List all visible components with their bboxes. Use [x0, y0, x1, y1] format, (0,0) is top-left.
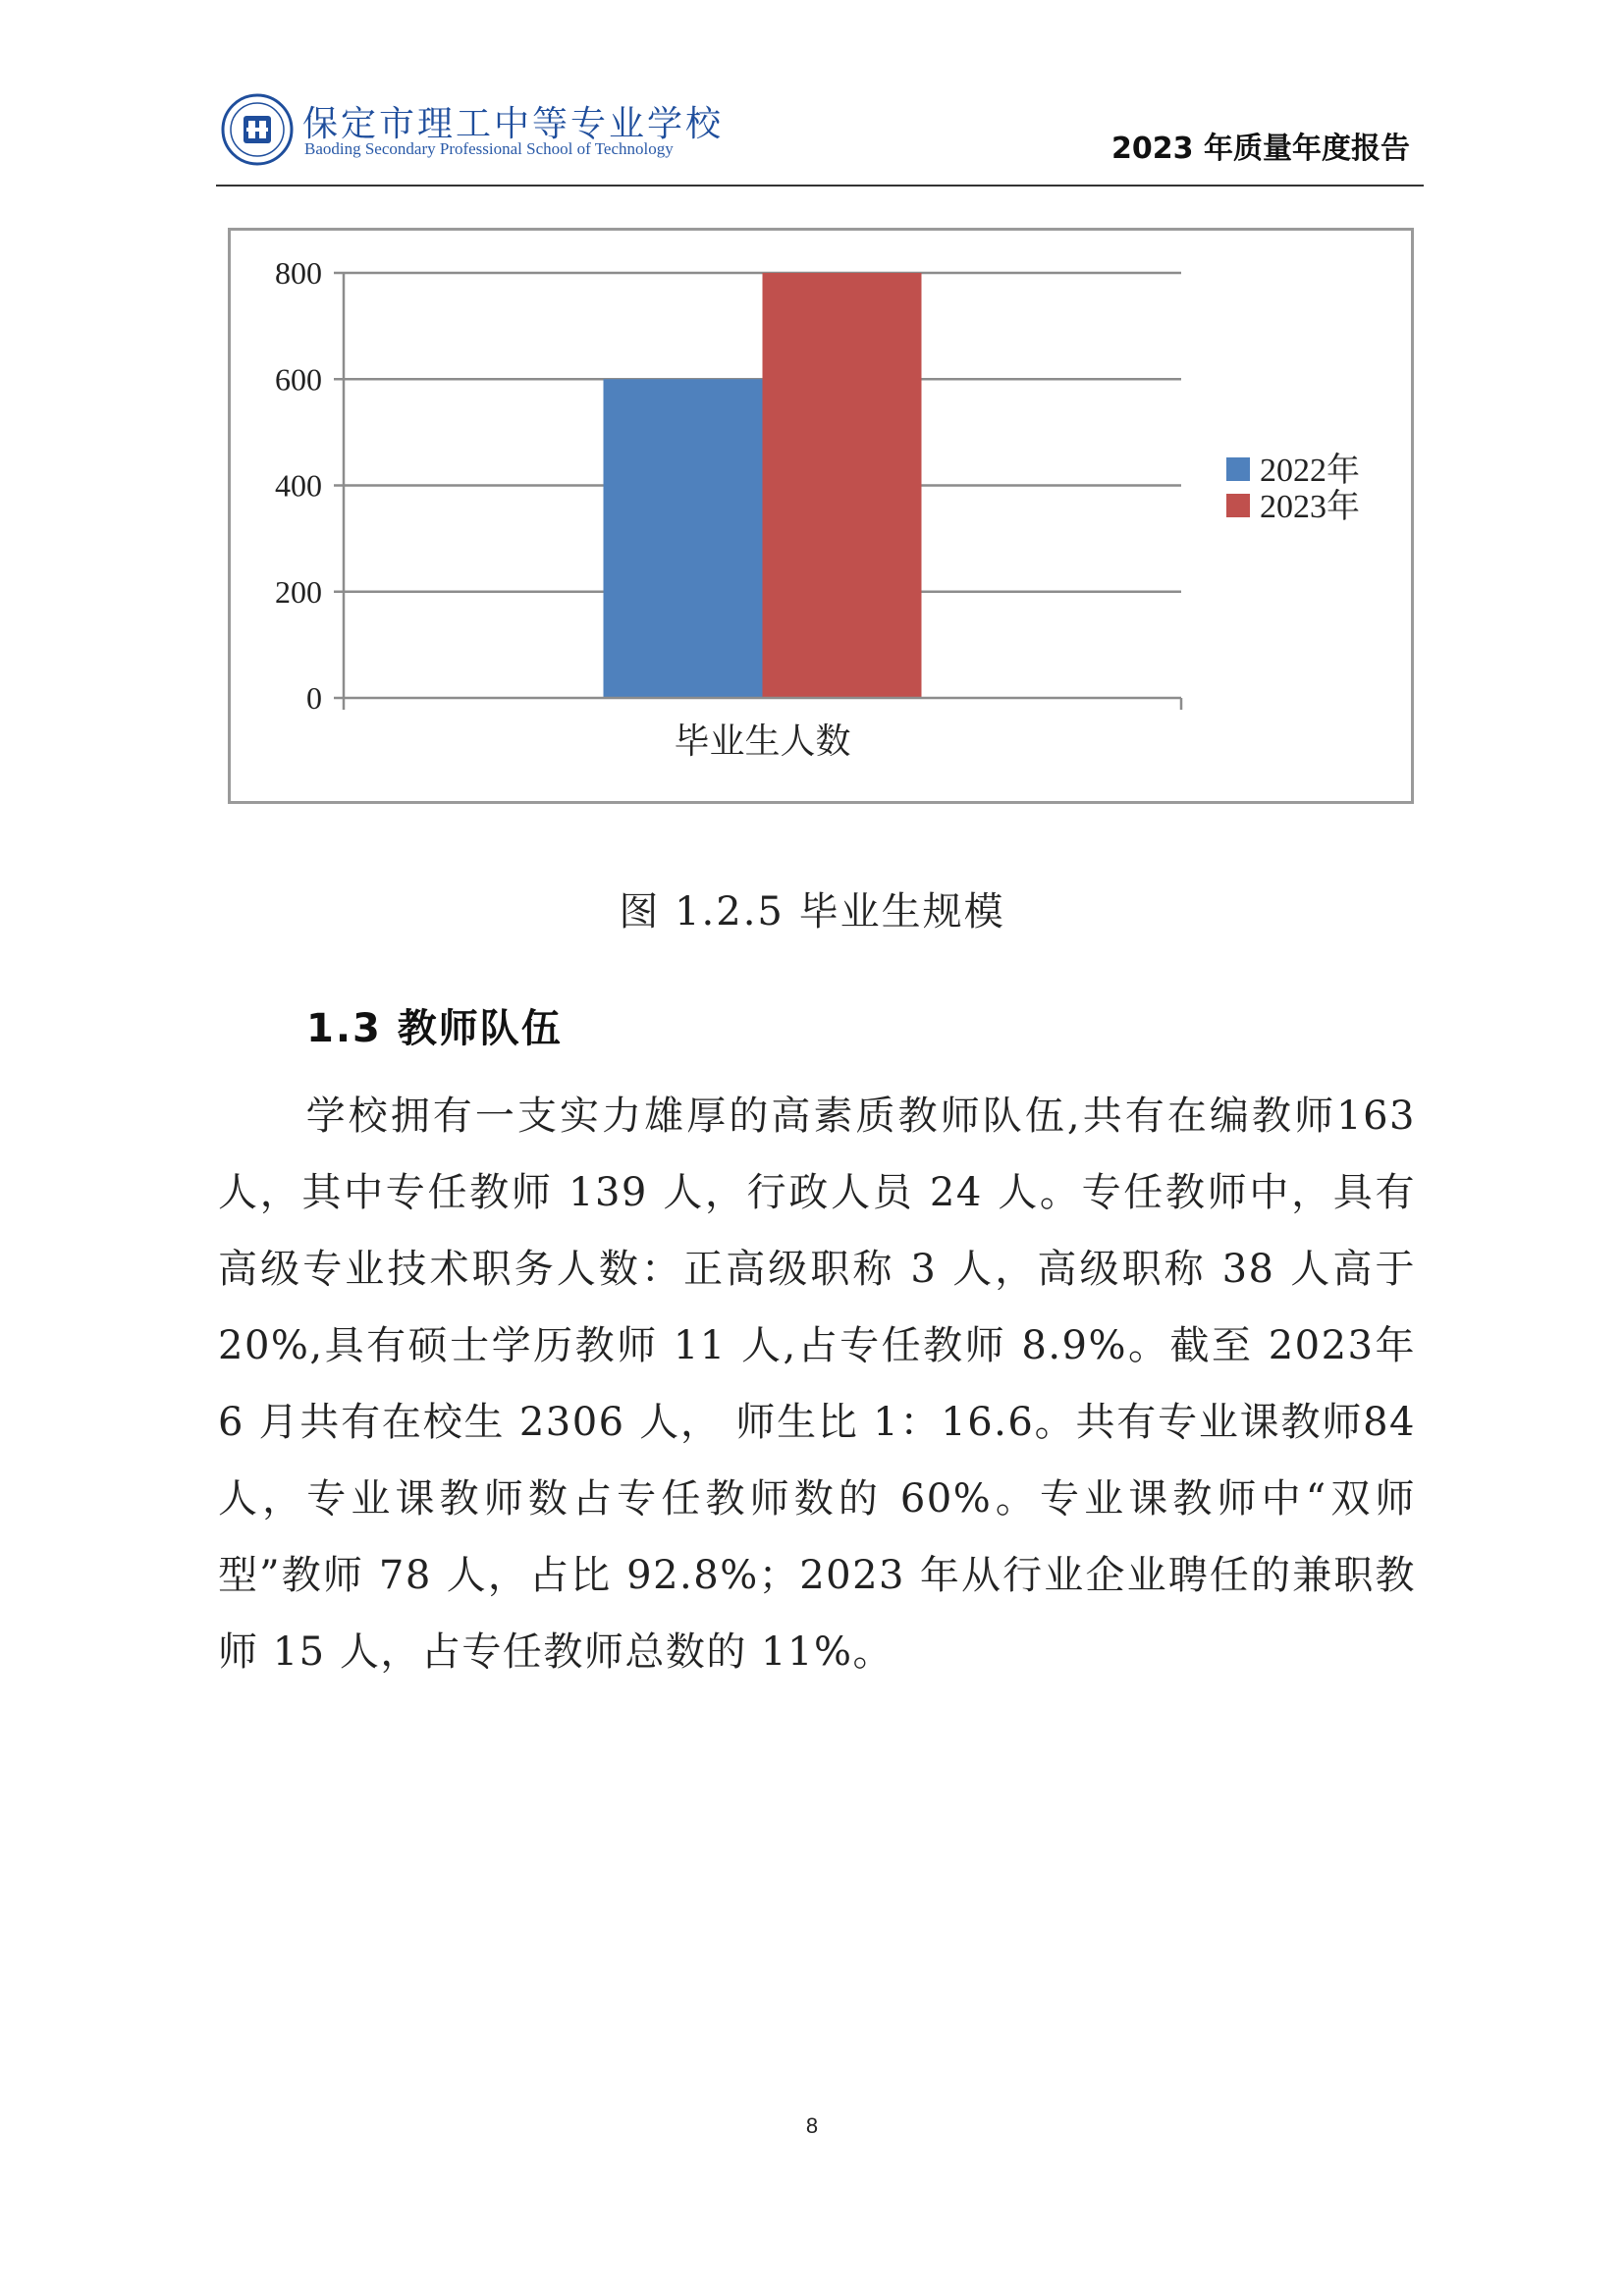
legend-label: 2022年	[1260, 453, 1360, 489]
bar-2022年	[604, 379, 763, 698]
y-tick-label: 600	[275, 361, 322, 398]
y-tick-label: 200	[275, 573, 322, 610]
figure-caption: 图 1.2.5 毕业生规模	[619, 889, 1005, 934]
paragraph-text: 学校拥有一支实力雄厚的高素质教师队伍,共有在编教师163 人，其中专任教师 139 人，行政人员 24 人。专任教师中，具有高级专业技术职务人数：正高级职称 3 人，高级职称 38 人高于 20%,具有硕士学历教师 11 人,占专任教师 8.9%。截至 2023年 6 月共有在校生 2306 人， 师生比 1：16.6。共有专业课教师84 人，专业课教师数占专任教师数的 60%。专业课教师中“双师型”教师 78 人，占比 92.8%；2023 年从行业企业聘任的兼职教师 15 人，占专任教师总数的 11%。	[218, 1094, 1416, 1675]
section-heading: 1.3 教师队伍	[306, 1006, 563, 1051]
legend-label: 2023年	[1260, 489, 1360, 525]
school-emblem-icon	[220, 92, 295, 167]
chart-canvas	[231, 231, 1411, 801]
school-name-en: Baoding Secondary Professional School of Technology	[304, 139, 674, 158]
page-header	[216, 90, 1424, 187]
report-title: 2023 年质量年度报告	[1111, 132, 1410, 166]
y-tick-label: 400	[275, 467, 322, 504]
legend-swatch	[1226, 494, 1250, 517]
school-name-cn: 保定市理工中等专业学校	[302, 104, 725, 144]
header-divider	[216, 185, 1424, 187]
legend-swatch	[1226, 457, 1250, 481]
bar-2023年	[763, 273, 922, 698]
section-paragraph	[218, 1078, 1416, 1690]
graduates-bar-chart	[228, 228, 1414, 804]
page-number: 8	[805, 2113, 819, 2138]
x-category-label: 毕业生人数	[674, 721, 851, 762]
y-tick-label: 800	[275, 255, 322, 291]
y-tick-label: 0	[306, 680, 322, 716]
